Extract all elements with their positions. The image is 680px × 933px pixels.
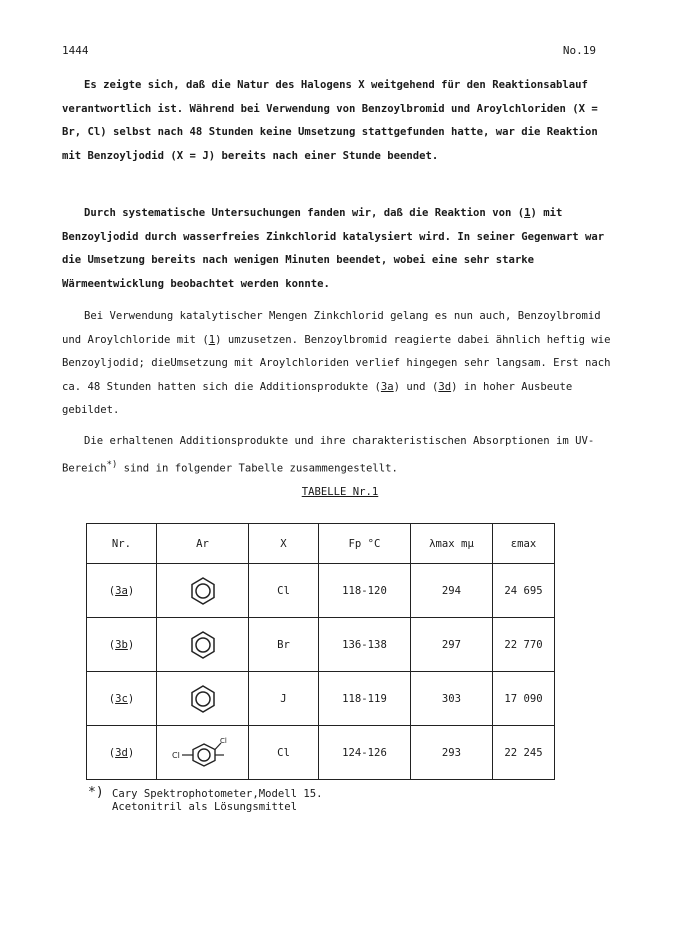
cell-x: J <box>249 672 319 726</box>
cell-lambda: 293 <box>411 726 493 780</box>
table-header-row <box>87 524 555 564</box>
cell-nr: (3c) <box>87 672 157 726</box>
phenyl-ring-icon <box>188 630 218 660</box>
header-lambda: λmax mμ <box>411 524 493 564</box>
journal-number: No.19 <box>562 44 596 57</box>
cell-fp: 118-119 <box>319 672 411 726</box>
paragraph-4: Die erhaltenen Additionsprodukte und ihre charakteristischen Absorptionen im UV-Bereich*) sind in folgender Tabelle zusammengestellt. <box>62 435 595 475</box>
cell-x: Cl <box>249 564 319 618</box>
cell-nr: (3a) <box>87 564 157 618</box>
paragraph-1: Es zeigte sich, daß die Natur des Halogens X weitgehend für den Reaktionsablauf verantwortlich ist. Während bei Verwendung von Benzoylbromid und Aroylchloriden (X = Br, Cl) selbst nach 48 Stunden keine Umsetzung stattgefunden hatte, war die Reaktion mit Benzoyljodid (X = J) bereits nach einer Stunde beendet. <box>62 79 598 162</box>
svg-text:Cl: Cl <box>219 736 227 745</box>
cell-epsilon: 24 695 <box>493 564 555 618</box>
table-row <box>87 672 555 726</box>
cell-epsilon: 22 245 <box>493 726 555 780</box>
cell-epsilon: 22 770 <box>493 618 555 672</box>
cell-fp: 118-120 <box>319 564 411 618</box>
table-caption: TABELLE Nr.1 <box>301 486 379 498</box>
footnote-line-2: Acetonitril als Lösungsmittel <box>112 801 297 813</box>
phenyl-ring-icon <box>188 576 218 606</box>
cell-ar <box>157 726 249 780</box>
cell-epsilon: 17 090 <box>493 672 555 726</box>
dichlorophenyl-ring-icon <box>172 736 234 770</box>
cell-nr: (3b) <box>87 618 157 672</box>
header-x: X <box>249 524 319 564</box>
footnote-line-1: Cary Spektrophotometer,Modell 15. <box>112 788 323 800</box>
table-row <box>87 564 555 618</box>
header-nr: Nr. <box>87 524 157 564</box>
cell-ar <box>157 564 249 618</box>
cell-nr: (3d) <box>87 726 157 780</box>
header-ar: Ar <box>157 524 249 564</box>
footnote-mark: *) <box>88 785 104 800</box>
phenyl-ring-icon <box>188 684 218 714</box>
header-epsilon: εmax <box>493 524 555 564</box>
page-number: 1444 <box>62 44 89 57</box>
cell-fp: 136-138 <box>319 618 411 672</box>
paragraph-2: Durch systematische Untersuchungen fanden wir, daß die Reaktion von (1) mit Benzoyljodid durch wasserfreies Zinkchlorid katalysiert wird. In seiner Gegenwart war die Umsetzung bereits nach wenigen Minuten beendet, wobei eine sehr starke Wärmeentwicklung beobachtet werden konnte. <box>62 207 605 290</box>
header-fp: Fp °C <box>319 524 411 564</box>
cell-lambda: 297 <box>411 618 493 672</box>
paragraph-3: Bei Verwendung katalytischer Mengen Zinkchlorid gelang es nun auch, Benzoylbromid und Aroylchloride mit (1) umzusetzen. Benzoylbromid reagierte dabei ähnlich heftig wie Benzoyljodid; dieUmsetzung mit Aroylchloriden verlief hingegen sehr langsam. Erst nach ca. 48 Stunden hatten sich die Additionsprodukte (3a) und (3d) in hoher Ausbeute gebildet. <box>62 310 611 416</box>
table-row <box>87 618 555 672</box>
cell-x: Cl <box>249 726 319 780</box>
cell-ar <box>157 672 249 726</box>
cell-x: Br <box>249 618 319 672</box>
svg-text:Cl: Cl <box>171 750 180 760</box>
cell-fp: 124-126 <box>319 726 411 780</box>
table-row <box>87 726 555 780</box>
data-table <box>86 523 555 780</box>
cell-lambda: 303 <box>411 672 493 726</box>
cell-ar <box>157 618 249 672</box>
cell-lambda: 294 <box>411 564 493 618</box>
